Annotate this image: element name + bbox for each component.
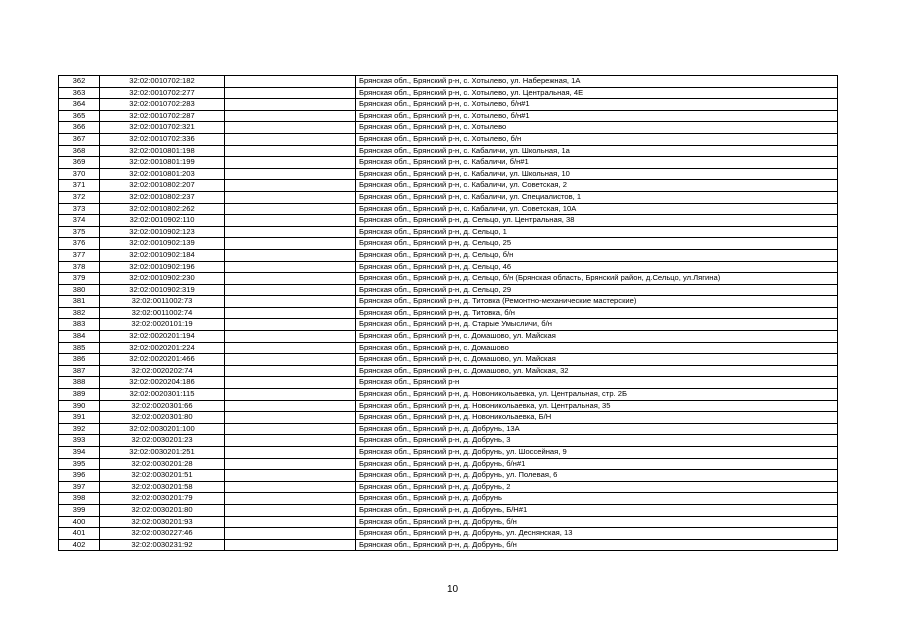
cadastral-number-cell: 32:02:0020204:186: [100, 377, 225, 389]
table-row: [59, 238, 838, 250]
empty-cell: [225, 76, 356, 88]
table-row: [59, 203, 838, 215]
table-row: [59, 458, 838, 470]
empty-cell: [225, 539, 356, 551]
empty-cell: [225, 342, 356, 354]
empty-cell: [225, 412, 356, 424]
row-number-cell: 399: [59, 504, 100, 516]
row-number-cell: 364: [59, 99, 100, 111]
table-row: [59, 76, 838, 88]
table-row: [59, 168, 838, 180]
address-cell: Брянская обл., Брянский р-н, д. Добрунь, б/н#1: [356, 458, 838, 470]
empty-cell: [225, 516, 356, 528]
cadastral-number-cell: 32:02:0030201:23: [100, 435, 225, 447]
row-number-cell: 401: [59, 528, 100, 540]
empty-cell: [225, 226, 356, 238]
cadastral-number-cell: 32:02:0010802:262: [100, 203, 225, 215]
cadastral-number-cell: 32:02:0020201:194: [100, 331, 225, 343]
cadastral-number-cell: 32:02:0010702:321: [100, 122, 225, 134]
table-row: [59, 296, 838, 308]
address-cell: Брянская обл., Брянский р-н, с. Хотылево, ул. Набережная, 1А: [356, 76, 838, 88]
table-row: [59, 133, 838, 145]
address-cell: Брянская обл., Брянский р-н, д. Титовка, б/н: [356, 307, 838, 319]
empty-cell: [225, 203, 356, 215]
table-row: [59, 447, 838, 459]
empty-cell: [225, 133, 356, 145]
address-cell: Брянская обл., Брянский р-н, д. Титовка (Ремонтно-механические мастерские): [356, 296, 838, 308]
table-row: [59, 157, 838, 169]
cadastral-number-cell: 32:02:0010902:139: [100, 238, 225, 250]
address-cell: Брянская обл., Брянский р-н, д. Сельцо, б/н: [356, 249, 838, 261]
cadastral-number-cell: 32:02:0030231:92: [100, 539, 225, 551]
empty-cell: [225, 504, 356, 516]
table-row: [59, 412, 838, 424]
row-number-cell: 397: [59, 481, 100, 493]
address-cell: Брянская обл., Брянский р-н, с. Кабаличи, ул. Школьная, 1а: [356, 145, 838, 157]
cadastral-number-cell: 32:02:0010702:336: [100, 133, 225, 145]
empty-cell: [225, 493, 356, 505]
empty-cell: [225, 365, 356, 377]
cadastral-number-cell: 32:02:0010902:184: [100, 249, 225, 261]
empty-cell: [225, 435, 356, 447]
empty-cell: [225, 423, 356, 435]
address-cell: Брянская обл., Брянский р-н, с. Домашово: [356, 342, 838, 354]
table-row: [59, 110, 838, 122]
address-cell: Брянская обл., Брянский р-н, с. Домашово, ул. Майская: [356, 331, 838, 343]
row-number-cell: 363: [59, 87, 100, 99]
row-number-cell: 382: [59, 307, 100, 319]
table-row: [59, 400, 838, 412]
cadastral-number-cell: 32:02:0030201:93: [100, 516, 225, 528]
table-row: [59, 365, 838, 377]
cadastral-number-cell: 32:02:0010902:319: [100, 284, 225, 296]
table-row: [59, 377, 838, 389]
address-cell: Брянская обл., Брянский р-н, с. Хотылево, ул. Центральная, 4Е: [356, 87, 838, 99]
address-cell: Брянская обл., Брянский р-н, д. Добрунь, ул. Деснянская, 13: [356, 528, 838, 540]
table-row: [59, 331, 838, 343]
row-number-cell: 396: [59, 470, 100, 482]
row-number-cell: 395: [59, 458, 100, 470]
table-row: [59, 470, 838, 482]
row-number-cell: 386: [59, 354, 100, 366]
cadastral-number-cell: 32:02:0030201:28: [100, 458, 225, 470]
address-cell: Брянская обл., Брянский р-н, с. Хотылево, б/н#1: [356, 99, 838, 111]
empty-cell: [225, 157, 356, 169]
row-number-cell: 374: [59, 215, 100, 227]
empty-cell: [225, 458, 356, 470]
empty-cell: [225, 249, 356, 261]
address-cell: Брянская обл., Брянский р-н, д. Сельцо, 1: [356, 226, 838, 238]
address-cell: Брянская обл., Брянский р-н, д. Добрунь, ул. Шоссейная, 9: [356, 447, 838, 459]
address-cell: Брянская обл., Брянский р-н, с. Кабаличи, б/н#1: [356, 157, 838, 169]
cadastral-number-cell: 32:02:0010802:237: [100, 191, 225, 203]
empty-cell: [225, 180, 356, 192]
table-row: [59, 342, 838, 354]
table-row: [59, 319, 838, 331]
table-row: [59, 284, 838, 296]
table-row: [59, 87, 838, 99]
cadastral-number-cell: 32:02:0010702:283: [100, 99, 225, 111]
cadastral-number-cell: 32:02:0010801:203: [100, 168, 225, 180]
table-row: [59, 539, 838, 551]
cadastral-number-cell: 32:02:0020301:115: [100, 389, 225, 401]
address-cell: Брянская обл., Брянский р-н, с. Кабаличи, ул. Школьная, 10: [356, 168, 838, 180]
table-row: [59, 435, 838, 447]
row-number-cell: 398: [59, 493, 100, 505]
address-cell: Брянская обл., Брянский р-н, с. Хотылево, б/н: [356, 133, 838, 145]
row-number-cell: 394: [59, 447, 100, 459]
table-body: [59, 76, 838, 551]
row-number-cell: 389: [59, 389, 100, 401]
empty-cell: [225, 307, 356, 319]
empty-cell: [225, 377, 356, 389]
table-row: [59, 261, 838, 273]
table-row: [59, 273, 838, 285]
address-cell: Брянская обл., Брянский р-н, д. Добрунь, ул. Полевая, 6: [356, 470, 838, 482]
table-row: [59, 354, 838, 366]
cadastral-number-cell: 32:02:0030201:79: [100, 493, 225, 505]
cadastral-number-cell: 32:02:0010902:230: [100, 273, 225, 285]
property-table: [58, 75, 838, 551]
empty-cell: [225, 470, 356, 482]
cadastral-number-cell: 32:02:0030201:100: [100, 423, 225, 435]
empty-cell: [225, 319, 356, 331]
row-number-cell: 402: [59, 539, 100, 551]
cadastral-number-cell: 32:02:0010801:198: [100, 145, 225, 157]
cadastral-number-cell: 32:02:0010902:196: [100, 261, 225, 273]
row-number-cell: 378: [59, 261, 100, 273]
address-cell: Брянская обл., Брянский р-н, д. Сельцо, ул. Центральная, 38: [356, 215, 838, 227]
cadastral-number-cell: 32:02:0020201:224: [100, 342, 225, 354]
row-number-cell: 387: [59, 365, 100, 377]
table-row: [59, 481, 838, 493]
row-number-cell: 388: [59, 377, 100, 389]
empty-cell: [225, 273, 356, 285]
empty-cell: [225, 110, 356, 122]
address-cell: Брянская обл., Брянский р-н, с. Кабаличи, ул. Советская, 10А: [356, 203, 838, 215]
table-row: [59, 307, 838, 319]
cadastral-number-cell: 32:02:0020301:66: [100, 400, 225, 412]
address-cell: Брянская обл., Брянский р-н, д. Добрунь, б/н: [356, 516, 838, 528]
cadastral-number-cell: 32:02:0030201:80: [100, 504, 225, 516]
cadastral-number-cell: 32:02:0011002:73: [100, 296, 225, 308]
row-number-cell: 391: [59, 412, 100, 424]
row-number-cell: 377: [59, 249, 100, 261]
address-cell: Брянская обл., Брянский р-н, д. Добрунь, 13А: [356, 423, 838, 435]
row-number-cell: 368: [59, 145, 100, 157]
cadastral-number-cell: 32:02:0010802:207: [100, 180, 225, 192]
row-number-cell: 370: [59, 168, 100, 180]
address-cell: Брянская обл., Брянский р-н, д. Сельцо, 46: [356, 261, 838, 273]
empty-cell: [225, 191, 356, 203]
cadastral-number-cell: 32:02:0020301:80: [100, 412, 225, 424]
row-number-cell: 371: [59, 180, 100, 192]
empty-cell: [225, 145, 356, 157]
address-cell: Брянская обл., Брянский р-н, д. Сельцо, 29: [356, 284, 838, 296]
empty-cell: [225, 99, 356, 111]
row-number-cell: 367: [59, 133, 100, 145]
address-cell: Брянская обл., Брянский р-н, с. Кабаличи, ул. Специалистов, 1: [356, 191, 838, 203]
address-cell: Брянская обл., Брянский р-н, д. Добрунь: [356, 493, 838, 505]
empty-cell: [225, 296, 356, 308]
cadastral-number-cell: 32:02:0030201:58: [100, 481, 225, 493]
row-number-cell: 372: [59, 191, 100, 203]
empty-cell: [225, 122, 356, 134]
row-number-cell: 393: [59, 435, 100, 447]
empty-cell: [225, 481, 356, 493]
row-number-cell: 385: [59, 342, 100, 354]
cadastral-number-cell: 32:02:0020201:466: [100, 354, 225, 366]
cadastral-number-cell: 32:02:0020101:19: [100, 319, 225, 331]
row-number-cell: 375: [59, 226, 100, 238]
row-number-cell: 390: [59, 400, 100, 412]
address-cell: Брянская обл., Брянский р-н, д. Старые Умысличи, б/н: [356, 319, 838, 331]
table-row: [59, 122, 838, 134]
row-number-cell: 379: [59, 273, 100, 285]
empty-cell: [225, 215, 356, 227]
table-row: [59, 145, 838, 157]
empty-cell: [225, 389, 356, 401]
cadastral-number-cell: 32:02:0010702:277: [100, 87, 225, 99]
table-row: [59, 493, 838, 505]
cadastral-number-cell: 32:02:0010702:287: [100, 110, 225, 122]
address-cell: Брянская обл., Брянский р-н, д. Добрунь, Б/Н#1: [356, 504, 838, 516]
address-cell: Брянская обл., Брянский р-н, д. Сельцо, б/н (Брянская область, Брянский район, д.Сельцо, ул.Лягина): [356, 273, 838, 285]
address-cell: Брянская обл., Брянский р-н, д. Сельцо, 25: [356, 238, 838, 250]
cadastral-number-cell: 32:02:0010801:199: [100, 157, 225, 169]
cadastral-number-cell: 32:02:0030201:251: [100, 447, 225, 459]
table-row: [59, 423, 838, 435]
address-cell: Брянская обл., Брянский р-н, д. Новоникольаевка, ул. Центральная, 35: [356, 400, 838, 412]
empty-cell: [225, 238, 356, 250]
table-row: [59, 215, 838, 227]
address-cell: Брянская обл., Брянский р-н: [356, 377, 838, 389]
empty-cell: [225, 354, 356, 366]
table-row: [59, 180, 838, 192]
address-cell: Брянская обл., Брянский р-н, с. Домашово, ул. Майская: [356, 354, 838, 366]
empty-cell: [225, 400, 356, 412]
row-number-cell: 373: [59, 203, 100, 215]
empty-cell: [225, 447, 356, 459]
empty-cell: [225, 284, 356, 296]
empty-cell: [225, 87, 356, 99]
address-cell: Брянская обл., Брянский р-н, д. Новоникольаевка, ул. Центральная, стр. 2Б: [356, 389, 838, 401]
cadastral-number-cell: 32:02:0010902:110: [100, 215, 225, 227]
table-row: [59, 191, 838, 203]
address-cell: Брянская обл., Брянский р-н, с. Хотылево: [356, 122, 838, 134]
address-cell: Брянская обл., Брянский р-н, д. Новоникольаевка, Б/Н: [356, 412, 838, 424]
cadastral-number-cell: 32:02:0020202:74: [100, 365, 225, 377]
row-number-cell: 376: [59, 238, 100, 250]
empty-cell: [225, 261, 356, 273]
address-cell: Брянская обл., Брянский р-н, с. Хотылево, б/н#1: [356, 110, 838, 122]
table-row: [59, 249, 838, 261]
address-cell: Брянская обл., Брянский р-н, д. Добрунь, 3: [356, 435, 838, 447]
row-number-cell: 369: [59, 157, 100, 169]
table-row: [59, 516, 838, 528]
address-cell: Брянская обл., Брянский р-н, д. Добрунь, б/н: [356, 539, 838, 551]
row-number-cell: 384: [59, 331, 100, 343]
cadastral-number-cell: 32:02:0030201:51: [100, 470, 225, 482]
empty-cell: [225, 168, 356, 180]
address-cell: Брянская обл., Брянский р-н, д. Добрунь, 2: [356, 481, 838, 493]
table-row: [59, 528, 838, 540]
table-row: [59, 226, 838, 238]
table-row: [59, 99, 838, 111]
cadastral-number-cell: 32:02:0011002:74: [100, 307, 225, 319]
table-row: [59, 504, 838, 516]
cadastral-number-cell: 32:02:0030227:46: [100, 528, 225, 540]
row-number-cell: 380: [59, 284, 100, 296]
address-cell: Брянская обл., Брянский р-н, с. Кабаличи, ул. Советская, 2: [356, 180, 838, 192]
row-number-cell: 362: [59, 76, 100, 88]
row-number-cell: 366: [59, 122, 100, 134]
row-number-cell: 383: [59, 319, 100, 331]
row-number-cell: 381: [59, 296, 100, 308]
row-number-cell: 392: [59, 423, 100, 435]
row-number-cell: 400: [59, 516, 100, 528]
row-number-cell: 365: [59, 110, 100, 122]
empty-cell: [225, 528, 356, 540]
cadastral-number-cell: 32:02:0010702:182: [100, 76, 225, 88]
address-cell: Брянская обл., Брянский р-н, с. Домашово, ул. Майская, 32: [356, 365, 838, 377]
table-row: [59, 389, 838, 401]
page-number: 10: [446, 584, 459, 595]
empty-cell: [225, 331, 356, 343]
cadastral-number-cell: 32:02:0010902:123: [100, 226, 225, 238]
